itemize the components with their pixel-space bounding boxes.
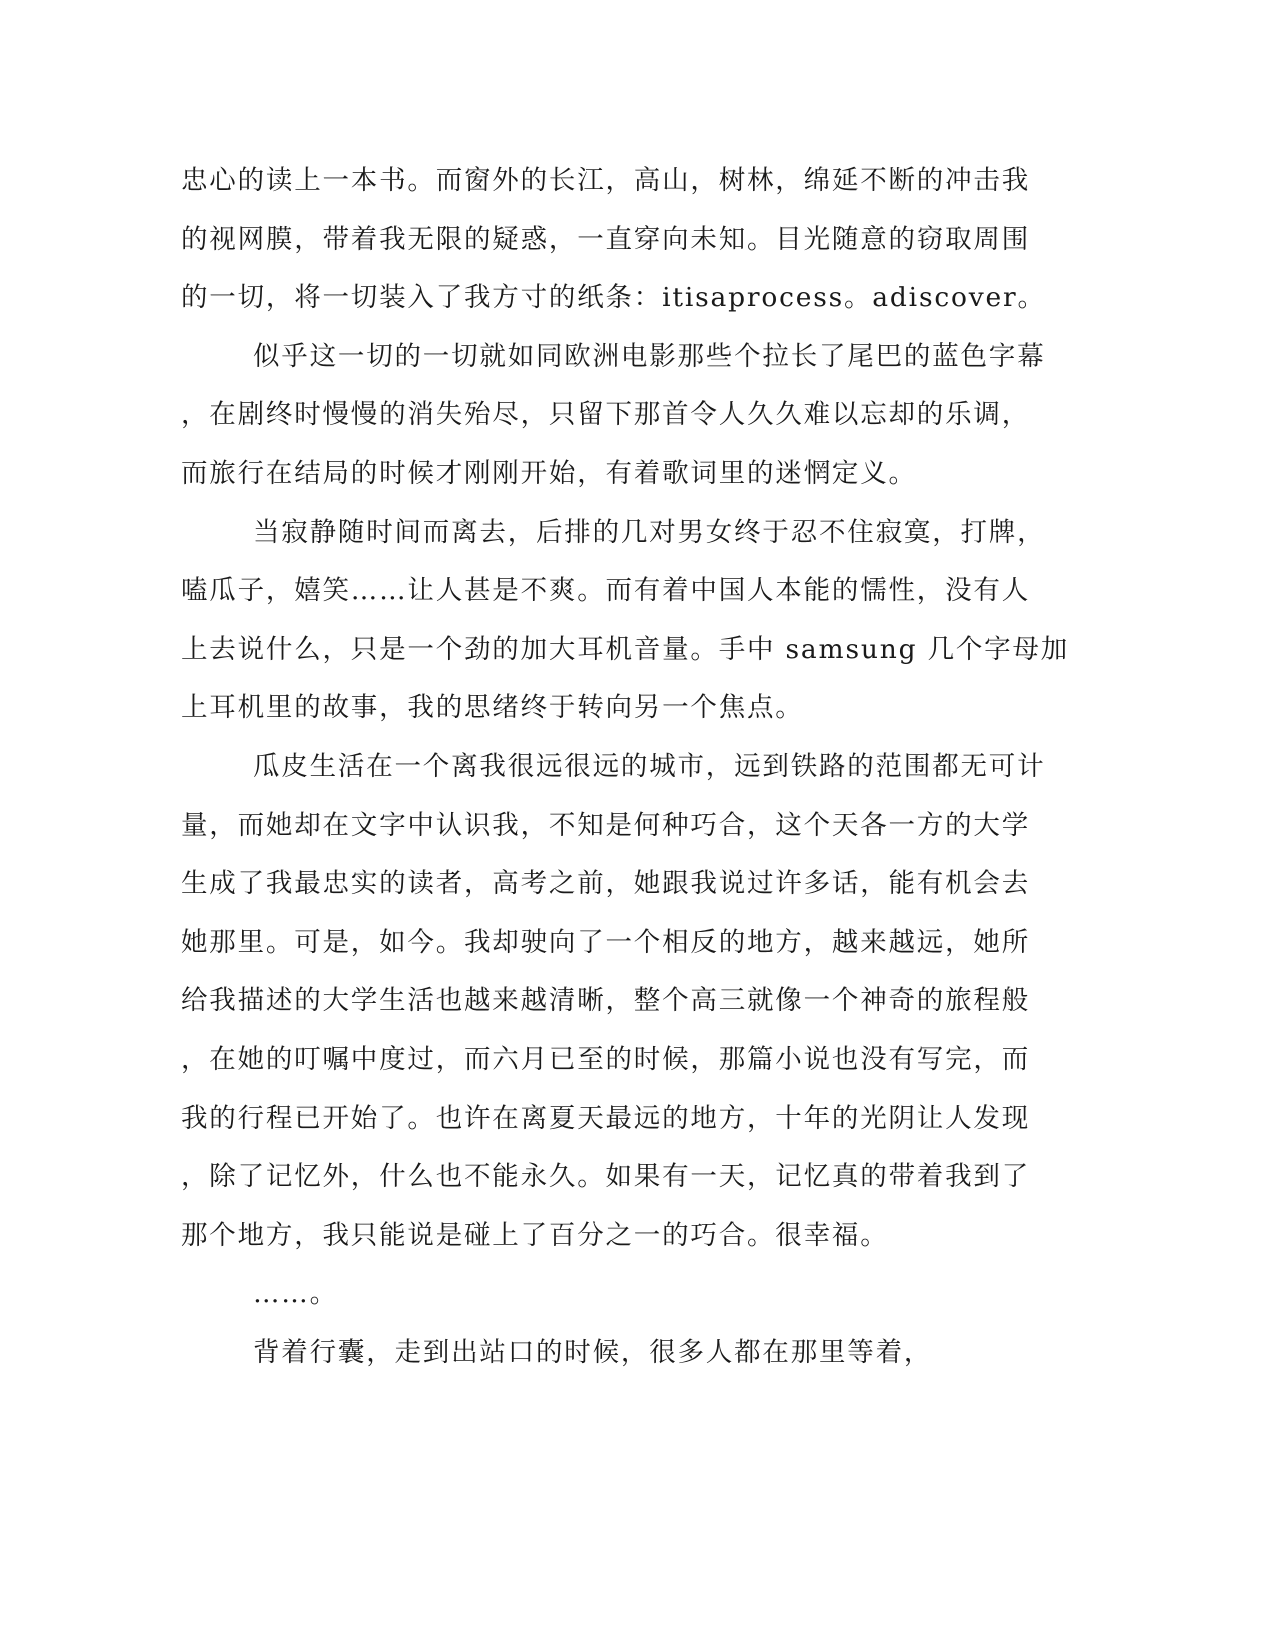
text-line: 的一切，将一切装入了我方寸的纸条：itisaprocess。adiscover。	[181, 282, 1046, 314]
text-line: 量，而她却在文字中认识我，不知是何种巧合，这个天各一方的大学	[181, 809, 1030, 841]
text-line: 上去说什么，只是一个劲的加大耳机音量。手中 samsung 几个字母加	[181, 633, 1070, 665]
paragraph-first-line: 背着行囊，走到出站口的时候，很多人都在那里等着，	[253, 1336, 933, 1368]
paragraph-first-line: 瓜皮生活在一个离我很远很远的城市，远到铁路的范围都无可计	[253, 750, 1046, 782]
text-line: 上耳机里的故事，我的思绪终于转向另一个焦点。	[181, 692, 804, 724]
text-line: 给我描述的大学生活也越来越清晰，整个高三就像一个神奇的旅程般	[181, 985, 1030, 1017]
text-line: ，在她的叮嘱中度过，而六月已至的时候，那篇小说也没有写完，而	[181, 1043, 1030, 1075]
paragraph-first-line: 当寂静随时间而离去，后排的几对男女终于忍不住寂寞，打牌，	[253, 516, 1046, 548]
text-line: 我的行程已开始了。也许在离夏天最远的地方，十年的光阴让人发现	[181, 1102, 1030, 1134]
text-line: 那个地方，我只能说是碰上了百分之一的巧合。很幸福。	[181, 1219, 889, 1251]
text-line: 的视网膜，带着我无限的疑惑，一直穿向未知。目光随意的窃取周围	[181, 223, 1030, 255]
text-line: 忠心的读上一本书。而窗外的长江，高山，树林，绵延不断的冲击我	[181, 165, 1030, 196]
ellipsis-line: ……。	[253, 1278, 338, 1310]
document-body	[181, 152, 1070, 1382]
text-line: 她那里。可是，如今。我却驶向了一个相反的地方，越来越远，她所	[181, 926, 1030, 958]
text-line: ，在剧终时慢慢的消失殆尽，只留下那首令人久久难以忘却的乐调，	[181, 399, 1030, 431]
text-line: 嗑瓜子，嬉笑……让人甚是不爽。而有着中国人本能的懦性，没有人	[181, 575, 1030, 607]
text-line: 生成了我最忠实的读者，高考之前，她跟我说过许多话，能有机会去	[181, 868, 1030, 900]
text-line: 而旅行在结局的时候才刚刚开始，有着歌词里的迷惘定义。	[181, 457, 917, 489]
paragraph-first-line: 似乎这一切的一切就如同欧洲电影那些个拉长了尾巴的蓝色字幕	[253, 340, 1046, 372]
text-line: ，除了记忆外，什么也不能永久。如果有一天，记忆真的带着我到了	[181, 1161, 1030, 1193]
